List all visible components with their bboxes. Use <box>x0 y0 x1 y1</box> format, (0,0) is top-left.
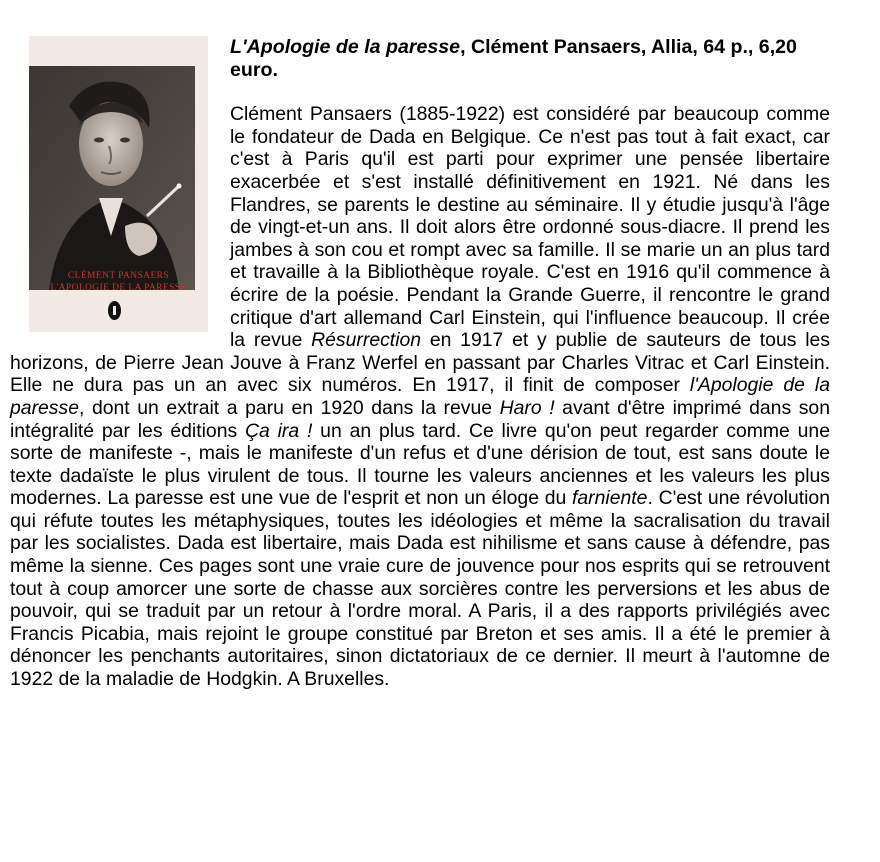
review-italic-4: Ça ira ! <box>245 419 313 442</box>
cover-author-text: CLÉMENT PANSAERS <box>67 271 170 281</box>
author-portrait-photo <box>29 66 195 290</box>
review-text-2: en 1917 et y publie de sauteurs de tous les horizons, de Pierre Jean Jouve à Franz Werfel en passant par Charles Vitrac et Carl Einstein. Elle ne dura pas un an avec six numéros. En 1917, il finit de composer <box>10 329 830 397</box>
cover-title-text: L'APOLOGIE DE LA PARESSE <box>50 283 187 293</box>
book-cover-image <box>29 36 208 332</box>
review-text-5: un an plus tard. Ce livre qu'on peut regarder comme une sorte de manifeste -, mais le manifeste d'un refus et d'une dérision de tout, est sans doute le texte dadaïste le plus virulent de tous. Il tourne les valeurs anciennes et les valeurs les plus modernes. La paresse est une vue de l'esprit et non un éloge du <box>10 419 830 510</box>
review-text-3: , dont un extrait a paru en 1920 dans la revue <box>79 396 500 419</box>
review-text-4: avant d'être imprimé dans son intégralité par les éditions <box>10 396 830 442</box>
book-details: , Clément Pansaers, Allia, 64 p., 6,20 euro. <box>230 36 797 81</box>
article <box>10 36 830 691</box>
review-italic-2: l'Apologie de la paresse <box>10 374 830 419</box>
review-italic-5: farniente <box>572 487 648 510</box>
review-italic-3: Haro ! <box>499 396 555 419</box>
book-title: L'Apologie de la paresse <box>230 36 461 58</box>
review-italic-1: Résurrection <box>311 329 422 352</box>
review-text-1: Clément Pansaers (1885-1922) est considéré par beaucoup comme le fondateur de Dada en Belgique. Ce n'est pas tout à fait exact, car c'est à Paris qu'il est parti pour exprimer une pensée libertaire exacerbée et s'est installé définitivement en 1921. Né dans les Flandres, se parents le destine au séminaire. Il y étudie jusqu'à l'âge de vingt-et-un ans. Il doit alors être ordonné sous-diacre. Il prend les jambes à son cou et rompt avec sa famille. Il se marie un an plus tard et travaille à la Bibliothèque royale. C'est en 1916 qu'il commence à écrire de la poésie. Pendant la Grande Guerre, il rencontre le grand critique d'art allemand Carl Einstein, qui l'influence beaucoup. Il crée la revue <box>230 103 830 352</box>
review-text-6: . C'est une révolution qui réfute toutes les métaphysiques, toutes les idéologies et même la sacralisation du travail par les socialistes. Dada est libertaire, mais Dada est nihilisme et sans cause à défendre, pas même la sienne. Ces pages sont une vraie cure de jouvence pour nos esprits qui se retrouvent tout à coup amorcer une sorte de chasse aux sorcières contre les perversions et les abus de pouvoir, qui se traduit par un retour à l'ordre moral. A Paris, il a des rapports privilégiés avec Francis Picabia, mais rejoint le groupe constitué par Breton et ses amis. Il a été le premier à dénoncer les penchants autoritaires, sinon dictatoriaux de ce dernier. Il meurt à l'automne de 1922 de la maladie de Hodgkin. A Bruxelles. <box>10 487 830 691</box>
publisher-logo-icon <box>108 301 121 320</box>
